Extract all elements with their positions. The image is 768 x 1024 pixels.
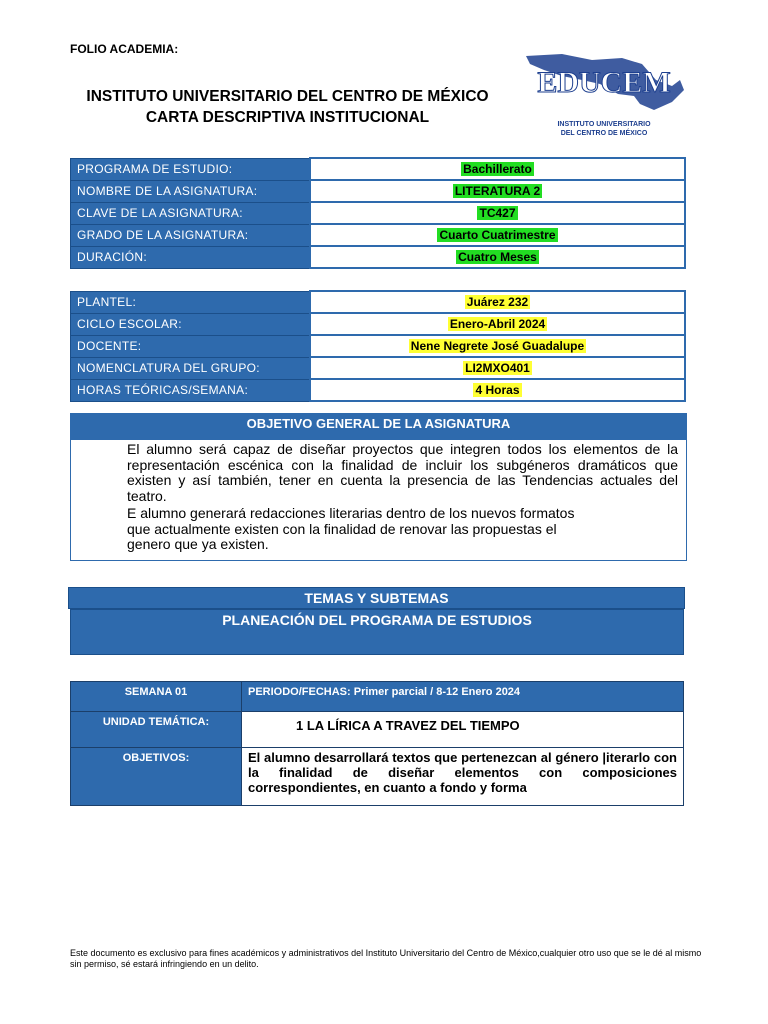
unit-row bbox=[71, 712, 684, 748]
info-value bbox=[310, 246, 685, 268]
info-value-text: Enero-Abril 2024 bbox=[449, 317, 546, 331]
info-row bbox=[71, 246, 686, 268]
folio-academia-label: FOLIO ACADEMIA: bbox=[70, 42, 179, 56]
info-label: HORAS TEÓRICAS/SEMANA: bbox=[71, 379, 311, 401]
document-type: CARTA DESCRIPTIVA INSTITUCIONAL bbox=[145, 109, 430, 126]
info-row bbox=[71, 357, 686, 379]
week-table bbox=[70, 681, 684, 806]
objective-heading: OBJETIVO GENERAL DE LA ASIGNATURA bbox=[71, 414, 686, 440]
info-row bbox=[71, 291, 686, 313]
info-row bbox=[71, 379, 686, 401]
info-value-text: Nene Negrete José Guadalupe bbox=[410, 339, 585, 353]
info-label: DURACIÓN: bbox=[71, 246, 311, 268]
info-value bbox=[310, 224, 685, 246]
period-dates: PERIODO/FECHAS: Primer parcial / 8-12 Enero 2024 bbox=[242, 682, 684, 712]
info-label: DOCENTE: bbox=[71, 335, 311, 357]
info-row bbox=[71, 335, 686, 357]
info-row bbox=[71, 313, 686, 335]
objective-paragraph-2: E alumno generará redacciones literarias dentro de los nuevos formatos que actualmente existen con la finalidad de renovar las propuestas el genero que ya existen. bbox=[127, 505, 575, 552]
info-label: CLAVE DE LA ASIGNATURA: bbox=[71, 202, 311, 224]
info-value-text: TC427 bbox=[479, 206, 516, 220]
logo-line2: DEL CENTRO DE MÉXICO bbox=[560, 130, 648, 137]
institute-name: INSTITUTO UNIVERSITARIO DEL CENTRO DE MÉXICO bbox=[86, 88, 489, 105]
info-value-text: Bachillerato bbox=[463, 162, 532, 176]
info-value-text: Cuarto Cuatrimestre bbox=[439, 228, 556, 242]
mexico-map-logo-icon bbox=[522, 50, 686, 142]
info-value bbox=[310, 291, 685, 313]
info-value bbox=[310, 379, 685, 401]
info-value-text: 4 Horas bbox=[475, 383, 520, 397]
info-row bbox=[71, 202, 686, 224]
info-label: CICLO ESCOLAR: bbox=[71, 313, 311, 335]
info-value bbox=[310, 180, 685, 202]
objectives-label: OBJETIVOS: bbox=[71, 748, 242, 806]
objectives-row bbox=[71, 748, 684, 806]
info-value-text: Cuatro Meses bbox=[458, 250, 537, 264]
info-row bbox=[71, 180, 686, 202]
info-value-text: Juárez 232 bbox=[466, 295, 529, 309]
unit-label: UNIDAD TEMÁTICA: bbox=[71, 712, 242, 748]
objective-paragraph-1 bbox=[127, 442, 678, 504]
logo-word: EDUCEM bbox=[537, 66, 671, 99]
info-label: NOMENCLATURA DEL GRUPO: bbox=[71, 357, 311, 379]
info-label: PLANTEL: bbox=[71, 291, 311, 313]
info-value-text: LI2MXO401 bbox=[465, 361, 530, 375]
temas-subtemas-heading: TEMAS Y SUBTEMAS bbox=[68, 587, 685, 609]
info-label: GRADO DE LA ASIGNATURA: bbox=[71, 224, 311, 246]
planeacion-heading: PLANEACIÓN DEL PROGRAMA DE ESTUDIOS bbox=[70, 609, 684, 655]
info-label: NOMBRE DE LA ASIGNATURA: bbox=[71, 180, 311, 202]
week-label: SEMANA 01 bbox=[71, 682, 242, 712]
info-row bbox=[71, 158, 686, 180]
school-info-table bbox=[70, 290, 686, 402]
objectives-value: El alumno desarrollará textos que pertenezcan al género |iterarlo con la finalidad de diseñar elementos con composiciones correspondientes, en cuanto a fondo y forma bbox=[242, 748, 684, 806]
info-value-text: LITERATURA 2 bbox=[454, 184, 541, 198]
objective-text-1: El alumno será capaz de diseñar proyectos que integren todos los elementos de la representación escénica con la finalidad de incluir los subgéneros dramáticos que existen y así también, tener en cuenta la presencia de las Tendencias actuales del teatro. bbox=[127, 441, 678, 504]
info-row bbox=[71, 224, 686, 246]
info-value bbox=[310, 357, 685, 379]
info-value bbox=[310, 158, 685, 180]
info-label: PROGRAMA DE ESTUDIO: bbox=[71, 158, 311, 180]
document-title bbox=[60, 86, 515, 128]
info-value bbox=[310, 202, 685, 224]
footer-disclaimer: Este documento es exclusivo para fines académicos y administrativos del Instituto Universitario del Centro de México,cualquier otro uso que se le dé al mismo sin permiso, sé estará infringiendo en un delito. bbox=[70, 948, 702, 969]
program-info-table bbox=[70, 157, 686, 269]
logo-line1: INSTITUTO UNIVERSITARIO bbox=[557, 121, 651, 128]
educem-logo bbox=[522, 50, 686, 142]
objective-box bbox=[70, 413, 687, 561]
info-value bbox=[310, 335, 685, 357]
info-value bbox=[310, 313, 685, 335]
week-row bbox=[71, 682, 684, 712]
unit-value: 1 LA LÍRICA A TRAVEZ DEL TIEMPO bbox=[242, 712, 684, 748]
